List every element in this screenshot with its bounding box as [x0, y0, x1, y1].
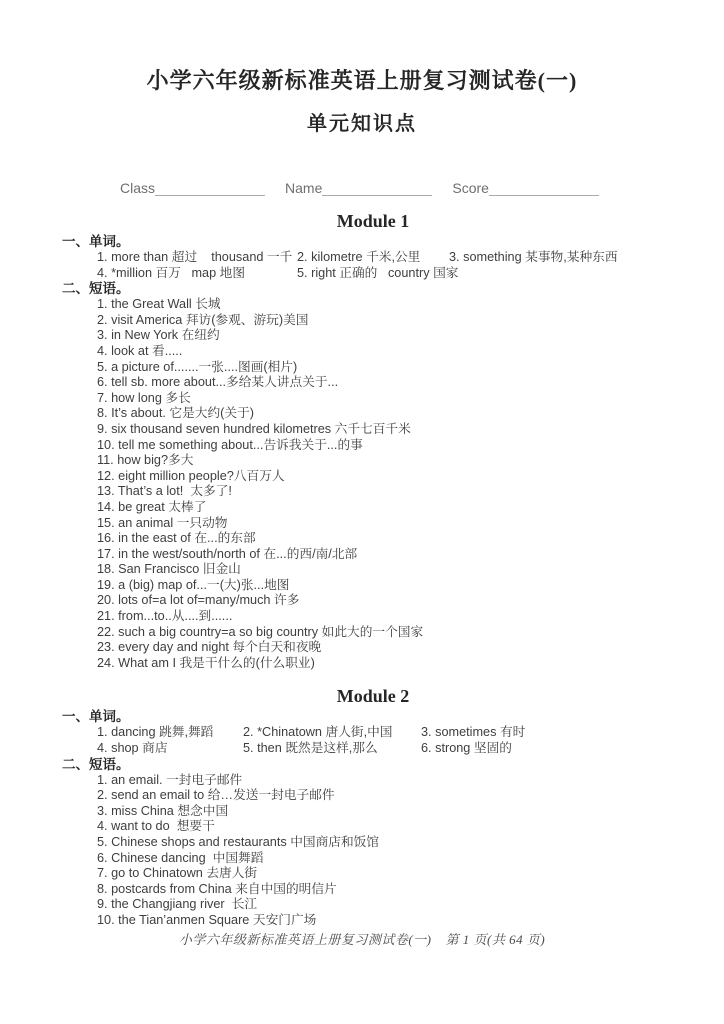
phrase-item: 14. be great 太棒了 — [97, 499, 207, 514]
module-2-phrases-heading: 二、短语。 — [62, 756, 130, 772]
word-row — [62, 266, 694, 282]
phrase-item: 3. in New York 在纽约 — [97, 328, 220, 343]
phrase-item: 22. such a big country=a so big country 如此大的一个国家 — [97, 624, 424, 639]
phrase-item: 1. the Great Wall 长城 — [97, 297, 221, 312]
phrase-item: 12. eight million people?八百万人 — [97, 468, 285, 483]
phrase-item: 13. That’s a lot! 太多了! — [97, 484, 232, 499]
phrase-item: 5. a picture of.......一张....图画(相片) — [97, 359, 298, 374]
word-row — [62, 741, 694, 757]
module-1 — [62, 210, 694, 671]
field-label: Class — [120, 180, 156, 196]
word-cell: 5. right 正确的 country 国家 — [297, 265, 459, 280]
modules-root — [0, 210, 724, 929]
phrase-item: 1. an email. 一封电子邮件 — [97, 772, 243, 787]
word-cell: 4. *million 百万 map 地图 — [97, 265, 246, 280]
phrase-item: 3. miss China 想念中国 — [97, 803, 229, 818]
field-underline — [489, 181, 599, 196]
field-underline — [155, 181, 265, 196]
phrase-item: 16. in the east of 在...的东部 — [97, 531, 256, 546]
phrase-item: 19. a (big) map of...一(大)张...地图 — [97, 577, 290, 592]
word-row — [62, 250, 694, 266]
phrase-item: 7. how long 多长 — [97, 390, 191, 405]
footer-page-number: 第 1 页(共 64 页) — [445, 932, 546, 947]
student-field-name — [285, 180, 432, 196]
phrase-item: 7. go to Chinatown 去唐人街 — [97, 866, 258, 881]
student-fields-row — [0, 178, 724, 196]
module-1-title: Module 1 — [336, 211, 410, 231]
phrase-item: 2. visit America 拜访(参观、游玩)美国 — [97, 312, 309, 327]
student-field-score — [452, 180, 599, 196]
field-label: Name — [285, 180, 323, 196]
word-cell: 6. strong 坚固的 — [421, 741, 512, 756]
phrase-item: 6. tell sb. more about...多给某人讲点关于... — [97, 375, 339, 390]
word-cell: 1. more than 超过 thousand 一千 — [97, 250, 293, 264]
page-title: 小学六年级新标准英语上册复习测试卷(一) — [146, 68, 578, 93]
word-cell: 3. sometimes 有时 — [421, 725, 526, 740]
phrase-item: 23. every day and night 每个白天和夜晚 — [97, 640, 322, 655]
module-2-title: Module 2 — [336, 686, 410, 707]
phrase-item: 17. in the west/south/north of 在...的西/南/北部 — [97, 546, 358, 561]
module-1-phrases-heading: 二、短语。 — [62, 281, 130, 297]
module-2-words-heading: 一、单词。 — [62, 709, 130, 725]
student-field-class — [120, 180, 265, 196]
phrase-item: 21. from...to..从....到...... — [97, 609, 233, 624]
phrase-item: 8. postcards from China 来自中国的明信片 — [97, 881, 337, 896]
field-underline — [322, 181, 432, 196]
phrase-item: 5. Chinese shops and restaurants 中国商店和饭馆 — [97, 835, 380, 849]
phrase-item: 2. send an email to 给…发送一封电子邮件 — [97, 788, 335, 803]
word-row — [62, 725, 694, 741]
phrase-item: 18. San Francisco 旧金山 — [97, 562, 241, 577]
phrase-item: 10. tell me something about...告诉我关于...的事 — [97, 437, 363, 452]
word-cell: 2. kilometre 千米,公里 — [297, 250, 421, 264]
phrase-item: 4. want to do 想要干 — [97, 819, 215, 834]
phrase-item: 4. look at 看..... — [97, 343, 183, 358]
phrase-item: 20. lots of=a lot of=many/much 许多 — [97, 593, 300, 608]
word-cell: 1. dancing 跳舞,舞蹈 — [97, 725, 214, 740]
module-1-words-heading: 一、单词。 — [62, 234, 130, 249]
word-cell: 2. *Chinatown 唐人街,中国 — [243, 725, 393, 740]
word-cell: 4. shop 商店 — [97, 741, 168, 756]
phrase-item: 24. What am I 我是干什么的(什么职业) — [97, 655, 315, 670]
phrase-item: 15. an animal 一只动物 — [97, 515, 228, 530]
word-cell: 5. then 既然是这样,那么 — [243, 741, 378, 756]
field-label: Score — [452, 180, 489, 196]
phrase-item: 8. It’s about. 它是大约(关于) — [97, 406, 254, 421]
footer-document-title: 小学六年级新标准英语上册复习测试卷(一) — [178, 932, 432, 947]
module-2 — [62, 685, 694, 928]
word-cell: 3. something 某事物,某种东西 — [449, 250, 618, 264]
phrase-item: 11. how big?多大 — [97, 453, 194, 468]
phrase-item: 9. six thousand seven hundred kilometres 六千七百千米 — [97, 421, 411, 436]
phrase-item: 10. the Tian’anmen Square 天安门广场 — [97, 912, 317, 927]
phrase-item: 9. the Changjiang river 长江 — [97, 897, 258, 912]
page-subtitle: 单元知识点 — [307, 113, 417, 135]
page-footer — [0, 929, 724, 948]
phrase-item: 6. Chinese dancing 中国舞蹈 — [97, 850, 264, 865]
